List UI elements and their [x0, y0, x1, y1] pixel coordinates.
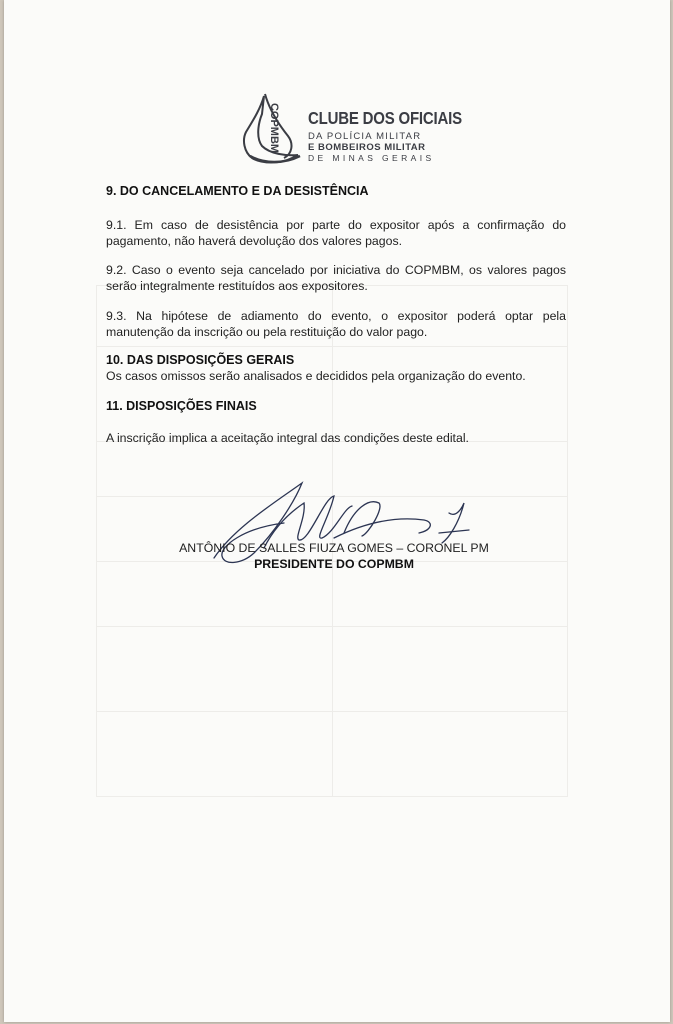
logo-line-1: CLUBE DOS OFICIAIS: [308, 109, 462, 129]
clause-9-2: 9.2. Caso o evento seja cancelado por iniciativa do COPMBM, os valores pagos serão integralmente restituídos aos expositores.: [106, 263, 566, 293]
section-10-heading: 10. DAS DISPOSIÇÕES GERAIS: [106, 353, 295, 367]
document-page: [4, 0, 670, 1022]
section-10-body: Os casos omissos serão analisados e decididos pela organização do evento.: [106, 369, 526, 383]
shield-emblem-icon: [240, 92, 306, 166]
logo-line-4: DE MINAS GERAIS: [308, 153, 435, 163]
clause-9-3: 9.3. Na hipótese de adiamento do evento, o expositor poderá optar pela manutenção da inscrição ou pela restituição do valor pago.: [106, 309, 566, 339]
bleed-through-row-line: [97, 626, 567, 627]
bleed-through-row-line: [97, 346, 567, 347]
logo-line-3: E BOMBEIROS MILITAR: [308, 142, 426, 153]
bleed-through-row-line: [97, 711, 567, 712]
logo-line-2: DA POLÍCIA MILITAR: [308, 131, 422, 142]
signatory-name: ANTÔNIO DE SALLES FIUZA GOMES – CORONEL PM: [179, 541, 489, 555]
clause-9-1: 9.1. Em caso de desistência por parte do expositor após a confirmação do pagamento, não haverá devolução dos valores pagos.: [106, 218, 566, 248]
signatory-title: PRESIDENTE DO COPMBM: [254, 557, 414, 571]
club-logo: [240, 92, 462, 166]
section-11-heading: 11. DISPOSIÇÕES FINAIS: [106, 399, 257, 413]
section-9-heading: 9. DO CANCELAMENTO E DA DESISTÊNCIA: [106, 184, 369, 198]
emblem-text: COPMBM: [268, 102, 280, 154]
section-11-body: A inscrição implica a aceitação integral das condições deste edital.: [106, 431, 469, 445]
